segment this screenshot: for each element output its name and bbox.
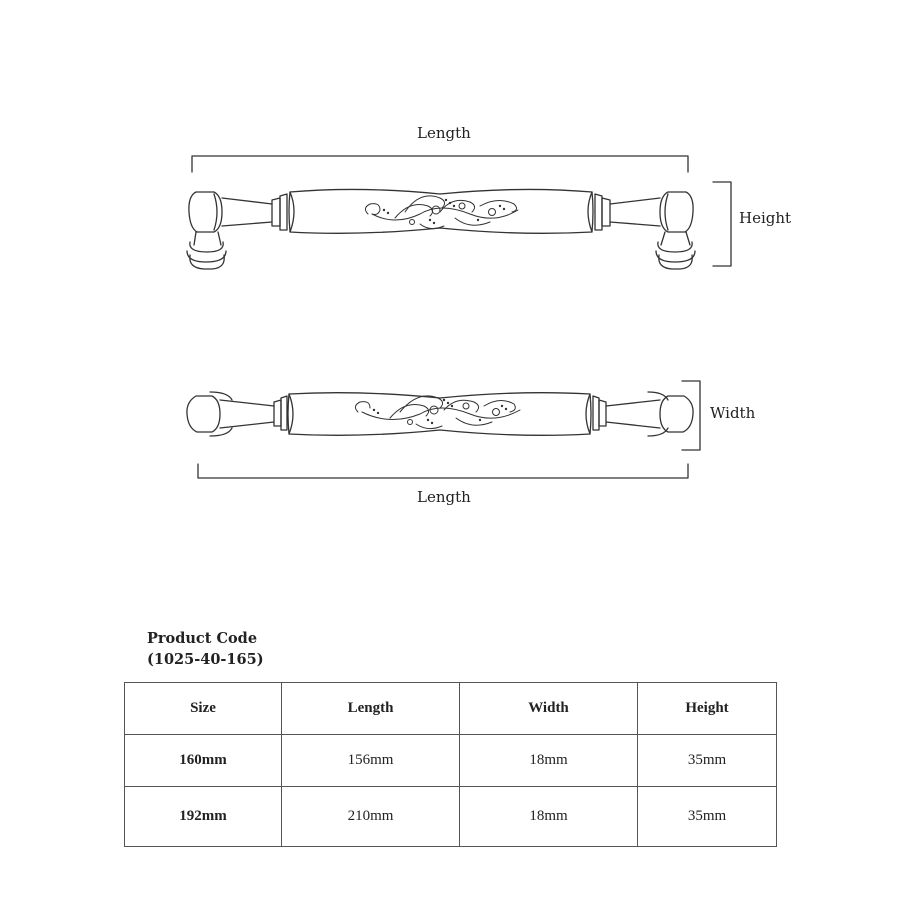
cell-width: 18mm bbox=[460, 787, 638, 847]
table-row bbox=[125, 787, 777, 847]
size-spec-table bbox=[124, 682, 777, 847]
cell-height: 35mm bbox=[638, 735, 777, 787]
cell-width: 18mm bbox=[460, 735, 638, 787]
header-length: Length bbox=[282, 683, 460, 735]
cell-length: 156mm bbox=[282, 735, 460, 787]
table-header-row bbox=[125, 683, 777, 735]
handle-front-view bbox=[187, 189, 695, 269]
product-code-block bbox=[147, 628, 264, 670]
product-code-value: (1025-40-165) bbox=[147, 651, 264, 668]
width-dimension-line bbox=[682, 381, 700, 450]
table-row bbox=[125, 735, 777, 787]
cell-size: 160mm bbox=[125, 735, 282, 787]
height-label: Height bbox=[739, 209, 792, 227]
top-length-label: Length bbox=[417, 124, 471, 142]
product-code-title: Product Code bbox=[147, 630, 258, 647]
header-height: Height bbox=[638, 683, 777, 735]
header-size: Size bbox=[125, 683, 282, 735]
cell-size: 192mm bbox=[125, 787, 282, 847]
header-width: Width bbox=[460, 683, 638, 735]
top-length-dimension-line bbox=[192, 156, 688, 172]
height-dimension-line bbox=[713, 182, 731, 266]
cell-length: 210mm bbox=[282, 787, 460, 847]
bottom-length-label: Length bbox=[417, 488, 471, 506]
handle-top-view bbox=[187, 392, 693, 436]
bottom-length-dimension-line bbox=[198, 464, 688, 478]
cell-height: 35mm bbox=[638, 787, 777, 847]
width-label: Width bbox=[710, 404, 756, 422]
